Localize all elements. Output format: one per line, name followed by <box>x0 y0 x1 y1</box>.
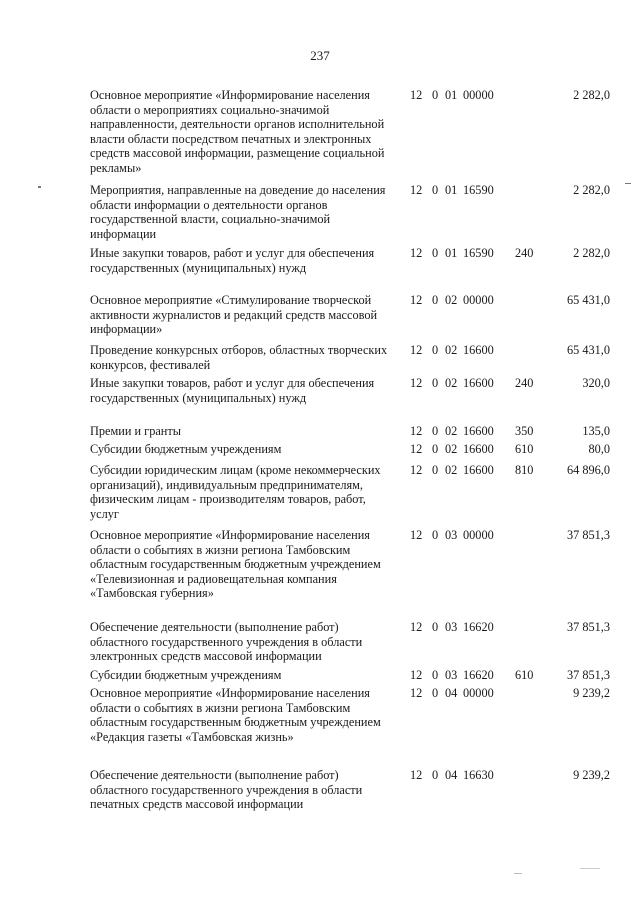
row-amount: 37 851,3 <box>566 668 610 682</box>
code-expense-type: 610 <box>515 668 534 682</box>
code-program: 12 <box>410 463 423 477</box>
code-expense-type: 240 <box>515 246 534 260</box>
table-row <box>90 620 610 664</box>
code-expense-type: 610 <box>515 442 534 456</box>
code-expense-type: 350 <box>515 424 534 438</box>
code-program: 12 <box>410 424 423 438</box>
code-expense-type: 240 <box>515 376 534 390</box>
code-program: 12 <box>410 293 423 307</box>
code-direction: 00000 <box>463 88 494 102</box>
code-direction: 16590 <box>463 183 494 197</box>
code-event: 02 <box>445 343 458 357</box>
table-row <box>90 768 610 812</box>
row-description: Основное мероприятие «Информирование населения области о событиях в жизни региона Тамбовским областным государственным бюджетным учреждением «Редакция газеты «Тамбовская жизнь» <box>90 686 381 744</box>
table-row <box>90 528 610 601</box>
row-amount: 9 239,2 <box>573 768 610 782</box>
row-amount: 65 431,0 <box>566 343 610 357</box>
row-amount: 135,0 <box>582 424 610 438</box>
row-amount: 80,0 <box>588 442 610 456</box>
row-description: Мероприятия, направленные на доведение до населения области информации о деятельности органов государственной власти, социально-значимой информации <box>90 183 386 241</box>
row-description: Субсидии юридическим лицам (кроме некоммерческих организаций), индивидуальным предпринимателям, физическим лицам - производителям товаров, работ, услуг <box>90 463 381 521</box>
code-subprogram: 0 <box>432 528 439 542</box>
code-direction: 16600 <box>463 343 494 357</box>
code-direction: 00000 <box>463 686 494 700</box>
row-amount: 2 282,0 <box>573 246 610 260</box>
code-subprogram: 0 <box>432 183 439 197</box>
row-description: Проведение конкурсных отборов, областных творческих конкурсов, фестивалей <box>90 343 388 372</box>
table-row <box>90 442 610 457</box>
code-program: 12 <box>410 246 423 260</box>
scan-mark <box>514 873 522 874</box>
table-row <box>90 376 610 405</box>
code-direction: 16600 <box>463 424 494 438</box>
code-direction: 16620 <box>463 620 494 634</box>
code-direction: 00000 <box>463 528 494 542</box>
code-direction: 16620 <box>463 668 494 682</box>
code-program: 12 <box>410 620 423 634</box>
code-program: 12 <box>410 376 423 390</box>
code-direction: 16590 <box>463 246 494 260</box>
row-amount: 2 282,0 <box>573 183 610 197</box>
code-event: 04 <box>445 686 458 700</box>
row-amount: 65 431,0 <box>566 293 610 307</box>
code-subprogram: 0 <box>432 343 439 357</box>
code-event: 02 <box>445 424 458 438</box>
code-event: 03 <box>445 528 458 542</box>
row-description: Иные закупки товаров, работ и услуг для обеспечения государственных (муниципальных) нужд <box>90 376 375 405</box>
code-event: 04 <box>445 768 458 782</box>
table-row <box>90 293 610 337</box>
table-row <box>90 246 610 275</box>
code-event: 03 <box>445 668 458 682</box>
table-row <box>90 183 610 241</box>
code-program: 12 <box>410 668 423 682</box>
code-direction: 00000 <box>463 293 494 307</box>
code-direction: 16600 <box>463 463 494 477</box>
code-subprogram: 0 <box>432 768 439 782</box>
row-description: Основное мероприятие «Информирование населения области о мероприятиях социально-значимой направленности, деятельности органов исполнительной власти области посредством печатных и электронных средств массовой информации, размещение социальной рекламы» <box>90 88 385 175</box>
code-event: 01 <box>445 183 458 197</box>
table-row <box>90 463 610 521</box>
row-amount: 37 851,3 <box>566 620 610 634</box>
code-direction: 16600 <box>463 376 494 390</box>
code-subprogram: 0 <box>432 246 439 260</box>
row-description: Обеспечение деятельности (выполнение работ) областного государственного учреждения в области печатных средств массовой информации <box>90 768 363 812</box>
page-number: 237 <box>310 48 330 63</box>
scan-mark <box>38 186 41 188</box>
row-description: Субсидии бюджетным учреждениям <box>90 668 282 682</box>
code-subprogram: 0 <box>432 668 439 682</box>
code-subprogram: 0 <box>432 424 439 438</box>
table-row <box>90 424 610 439</box>
code-program: 12 <box>410 686 423 700</box>
code-event: 03 <box>445 620 458 634</box>
table-row <box>90 343 610 372</box>
row-description: Иные закупки товаров, работ и услуг для обеспечения государственных (муниципальных) нужд <box>90 246 375 275</box>
code-subprogram: 0 <box>432 442 439 456</box>
code-event: 02 <box>445 442 458 456</box>
row-amount: 64 896,0 <box>566 463 610 477</box>
code-expense-type: 810 <box>515 463 534 477</box>
row-amount: 2 282,0 <box>573 88 610 102</box>
code-subprogram: 0 <box>432 376 439 390</box>
row-description: Премии и гранты <box>90 424 182 438</box>
code-program: 12 <box>410 768 423 782</box>
code-program: 12 <box>410 183 423 197</box>
code-subprogram: 0 <box>432 686 439 700</box>
code-subprogram: 0 <box>432 463 439 477</box>
row-description: Основное мероприятие «Стимулирование творческой активности журналистов и редакций средств массовой информации» <box>90 293 378 337</box>
code-direction: 16630 <box>463 768 494 782</box>
row-description: Обеспечение деятельности (выполнение работ) областного государственного учреждения в области электронных средств массовой информации <box>90 620 363 664</box>
code-event: 02 <box>445 293 458 307</box>
table-row <box>90 686 610 744</box>
code-program: 12 <box>410 88 423 102</box>
scan-mark <box>580 868 600 869</box>
row-amount: 9 239,2 <box>573 686 610 700</box>
row-description: Субсидии бюджетным учреждениям <box>90 442 282 456</box>
code-program: 12 <box>410 528 423 542</box>
code-event: 01 <box>445 88 458 102</box>
code-event: 02 <box>445 463 458 477</box>
scan-mark <box>625 183 631 184</box>
row-description: Основное мероприятие «Информирование населения области о событиях в жизни региона Тамбовским областным государственным бюджетным учреждением «Телевизионная и радиовещательная компания «Тамбовская губерния» <box>90 528 381 601</box>
code-program: 12 <box>410 442 423 456</box>
code-subprogram: 0 <box>432 88 439 102</box>
code-direction: 16600 <box>463 442 494 456</box>
table-row <box>90 668 610 683</box>
code-subprogram: 0 <box>432 620 439 634</box>
code-event: 01 <box>445 246 458 260</box>
code-program: 12 <box>410 343 423 357</box>
code-subprogram: 0 <box>432 293 439 307</box>
table-row <box>90 88 610 176</box>
code-event: 02 <box>445 376 458 390</box>
row-amount: 37 851,3 <box>566 528 610 542</box>
row-amount: 320,0 <box>582 376 610 390</box>
